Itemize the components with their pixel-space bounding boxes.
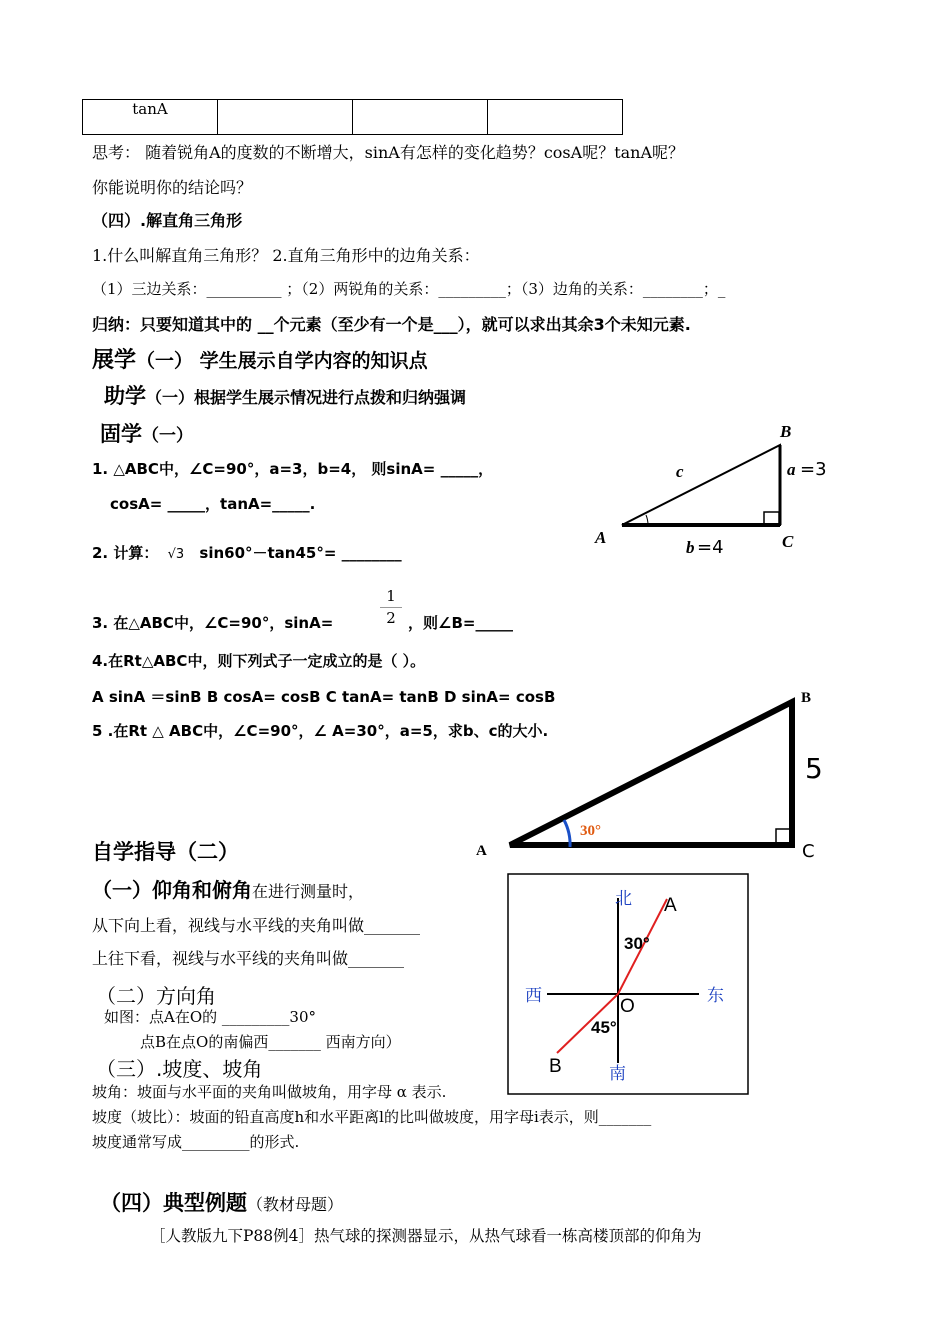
vertex-a-label: A [595,528,607,547]
section4-heading: （四）.解直角三角形 [92,211,243,230]
problem-4: 4.在Rt△ABC中，则下列式子一定成立的是（ ）。 [92,652,426,670]
slope-line-2: 坡度（坡比）：坡面的铅直高度h和水平距离l的比叫做坡度，用字母i表示，则_______ [92,1108,652,1126]
problem-2-prefix: 2. 计算： [92,544,159,562]
side-b-value: =4 [697,537,724,558]
elevation-heading: （一）仰角和俯角 [92,878,252,902]
section4-relations: （1）三边关系：__________ ；（2）两锐角的关系：_________；（3）边角的关系：________；_ [92,280,726,298]
side-a-value: =3 [800,459,827,480]
vertex-c-label: C [782,532,794,551]
problem-5: 5 .在Rt △ ABC中，∠C=90°，∠ A=30°，a=5，求b、c的大小. [92,722,549,740]
fraction-numerator: 1 [386,587,396,605]
problem-1b: cosA= _____，tanA=_____. [110,495,316,513]
elevation-heading-line [92,874,364,903]
zhuxue-rest: （一）根据学生展示情况进行点拨和归纳强调 [146,388,467,407]
problem-4-options: A sinA ＝sinB B cosA= cosB C tanA= tanB D sinA= cosB [92,688,556,706]
slope-line-1: 坡角：坡面与水平面的夹角叫做坡角，用字母 α 表示. [92,1083,447,1101]
vertex-c2-label: C [802,841,815,862]
elevation-line-2: 上往下看，视线与水平线的夹角叫做_______ [92,949,405,968]
point-b-label: B [549,1056,562,1077]
bearing-heading: （二）方向角 [96,984,216,1008]
problem-2 [92,542,402,563]
elevation-tail: 在进行测量时， [252,882,365,901]
triangle-diagram-1 [590,415,850,565]
triangle-abc-1 [622,445,780,525]
zhuxue-heading [104,380,466,410]
angle-30-label: 30° [580,823,601,839]
point-a-label: A [664,895,677,916]
fraction [380,588,402,627]
examples-heading-line [100,1187,343,1217]
angle-45-label: 45° [591,1018,617,1037]
angle-30-label: 30° [624,934,650,953]
section4-summary: 归纳：只要知道其中的 __个元素（至少有一个是___），就可以求出其余3个未知元素. [92,315,691,334]
table-cell [353,100,488,135]
vertex-a2-label: A [476,843,487,859]
triangle-diagram-2 [470,680,850,870]
table-row-label: tanA [83,100,218,135]
tan-table [82,99,623,135]
think-line-2: 你能说明你的结论吗？ [92,178,253,197]
problem-2-rest: sin60°－tan45°= ________ [199,544,402,562]
triangle-abc-2 [510,702,792,845]
origin-o-label: O [620,996,635,1017]
zhanxue-rest: （一） 学生展示自学内容的知识点 [136,350,428,372]
right-angle-mark [764,512,779,524]
problem-3-prefix: 3. 在△ABC中，∠C=90°，sinA= [92,614,334,632]
problem-1a: 1. △ABC中，∠C=90°，a=3，b=4， 则sinA= _____， [92,460,494,478]
examples-tail: （教材母题） [247,1195,344,1214]
side-c-label: c [676,462,684,481]
side-b-label: b [686,538,695,557]
south-label: 南 [609,1064,626,1084]
right-angle-mark-2 [776,829,790,843]
examples-line-1: ［人教版九下P88例4］热气球的探测器显示，从热气球看一栋高楼顶部的仰角为 [150,1227,702,1245]
side-a-label: a [787,460,796,479]
bearing-line-2: 点B在点O的南偏西_______ 西南方向） [140,1033,401,1051]
east-label: 东 [707,986,724,1006]
side-5-label: 5 [805,752,823,785]
guxue-title: 固学 [100,422,142,446]
slope-line-3: 坡度通常写成_________的形式. [92,1133,300,1151]
guxue-rest: （一） [142,426,193,446]
vertex-b-label: B [780,422,792,441]
sqrt-symbol: √3 [167,547,185,562]
table-cell [218,100,353,135]
compass-diagram [507,873,749,1095]
think-line-1: 思考： 随着锐角A的度数的不断增大，sinA有怎样的变化趋势？cosA呢？tanA呢？ [92,143,685,162]
fraction-denominator: 2 [386,609,396,627]
problem-3-rest: ，则∠B=_____ [408,614,513,632]
bearing-line-1: 如图：点A在O的 _________30° [104,1008,316,1026]
zhanxue-heading [92,343,428,374]
zhuxue-title: 助学 [104,384,146,408]
north-label: 北 [615,889,632,909]
examples-heading: （四）典型例题 [100,1191,247,1215]
vertex-b2-label: B [801,690,812,706]
slope-heading: （三）.坡度、坡角 [96,1057,263,1081]
section4-question: 1.什么叫解直角三角形？ 2.直角三角形中的边角关系： [92,246,480,265]
zhanxue-title: 展学 [92,348,137,373]
table-cell [488,100,623,135]
guxue-heading [100,418,193,448]
elevation-line-1: 从下向上看，视线与水平线的夹角叫做_______ [92,916,421,935]
west-label: 西 [525,986,542,1006]
guide2-title: 自学指导（二） [92,840,239,864]
